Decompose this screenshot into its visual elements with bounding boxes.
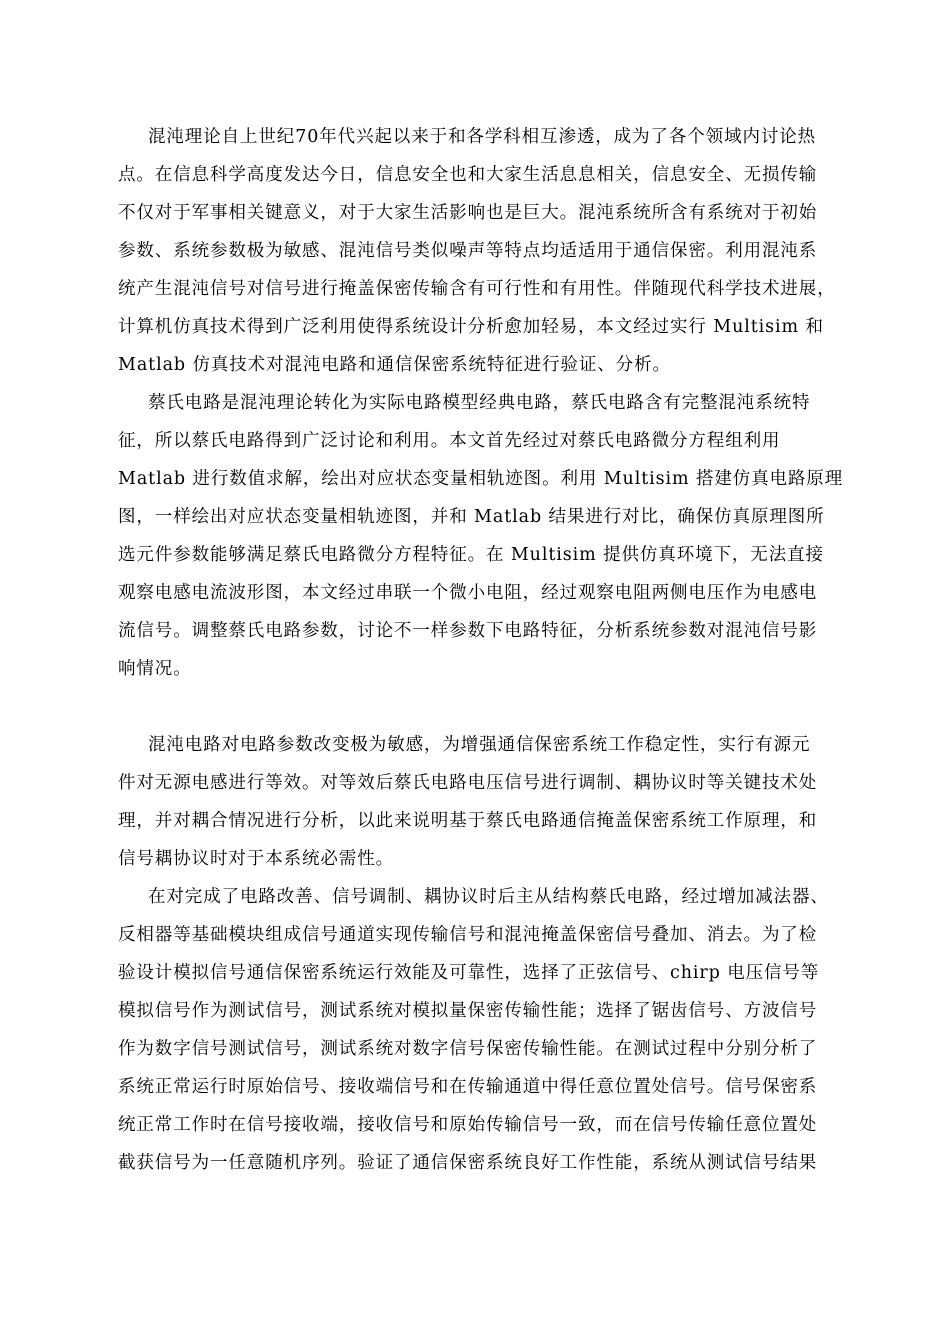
text-line: 参数、系统参数极为敏感、混沌信号类似噪声等特点均适适用于通信保密。利用混沌系 [118,241,818,261]
text-line: 征，所以蔡氏电路得到广泛讨论和利用。本文首先经过对蔡氏电路微分方程组利用 [118,431,781,451]
text-line: 响情况。 [118,659,192,679]
text-line: 计算机仿真技术得到广泛利用使得系统设计分析愈加轻易，本文经过实行 Multisim 和 [118,317,824,337]
text-line: 模拟信号作为测试信号，测试系统对模拟量保密传输性能；选择了锯齿信号、方波信号 [118,1001,818,1021]
text-line: 截获信号为一任意随机序列。验证了通信保密系统良好工作性能，系统从测试信号结果 [118,1153,818,1173]
text-line: 选元件参数能够满足蔡氏电路微分方程特征。在 Multisim 提供仿真环境下，无法直接 [118,545,824,565]
text-line: 理，并对耦合情况进行分析，以此来说明基于蔡氏电路通信掩盖保密系统工作原理，和 [118,811,818,831]
text-line: 混沌理论自上世纪70年代兴起以来于和各学科相互渗透，成为了各个领域内讨论热 [148,127,817,147]
text-line: 混沌电路对电路参数改变极为敏感，为增强通信保密系统工作稳定性，实行有源元 [148,735,811,755]
text-line: 作为数字信号测试信号，测试系统对数字信号保密传输性能。在测试过程中分别分析了 [118,1039,818,1059]
text-line: 信号耦协议时对于本系统必需性。 [118,849,394,869]
text-line: 图，一样绘出对应状态变量相轨迹图，并和 Matlab 结果进行对比，确保仿真原理图所 [118,507,825,527]
text-line: 点。在信息科学高度发达今日，信息安全也和大家生活息息相关，信息安全、无损传输 [118,165,818,185]
text-line: 蔡氏电路是混沌理论转化为实际电路模型经典电路，蔡氏电路含有完整混沌系统特 [148,393,811,413]
text-line: 在对完成了电路改善、信号调制、耦协议时后主从结构蔡氏电路，经过增加减法器、 [148,887,829,907]
text-line: 系统正常运行时原始信号、接收端信号和在传输通道中得任意位置处信号。信号保密系 [118,1077,818,1097]
text-line: 流信号。调整蔡氏电路参数，讨论不一样参数下电路特征，分析系统参数对混沌信号影 [118,621,818,641]
text-line: 观察电感电流波形图，本文经过串联一个微小电阻，经过观察电阻两侧电压作为电感电 [118,583,818,603]
text-line: 不仅对于军事相关键意义，对于大家生活影响也是巨大。混沌系统所含有系统对于初始 [118,203,818,223]
text-line: Matlab 仿真技术对混沌电路和通信保密系统特征进行验证、分析。 [118,355,671,375]
text-line: Matlab 进行数值求解，绘出对应状态变量相轨迹图。利用 Multisim 搭建仿真电路原理 [118,469,844,489]
text-line: 统产生混沌信号对信号进行掩盖保密传输含有可行性和有用性。伴随现代科学技术进展， [118,279,836,299]
text-line: 验设计模拟信号通信保密系统运行效能及可靠性，选择了正弦信号、chirp 电压信号等 [118,963,820,983]
text-line: 统正常工作时在信号接收端，接收信号和原始传输信号一致，而在信号传输任意位置处 [118,1115,818,1135]
text-line: 件对无源电感进行等效。对等效后蔡氏电路电压信号进行调制、耦协议时等关键技术处 [118,773,818,793]
text-line: 反相器等基础模块组成信号通道实现传输信号和混沌掩盖保密信号叠加、消去。为了检 [118,925,818,945]
